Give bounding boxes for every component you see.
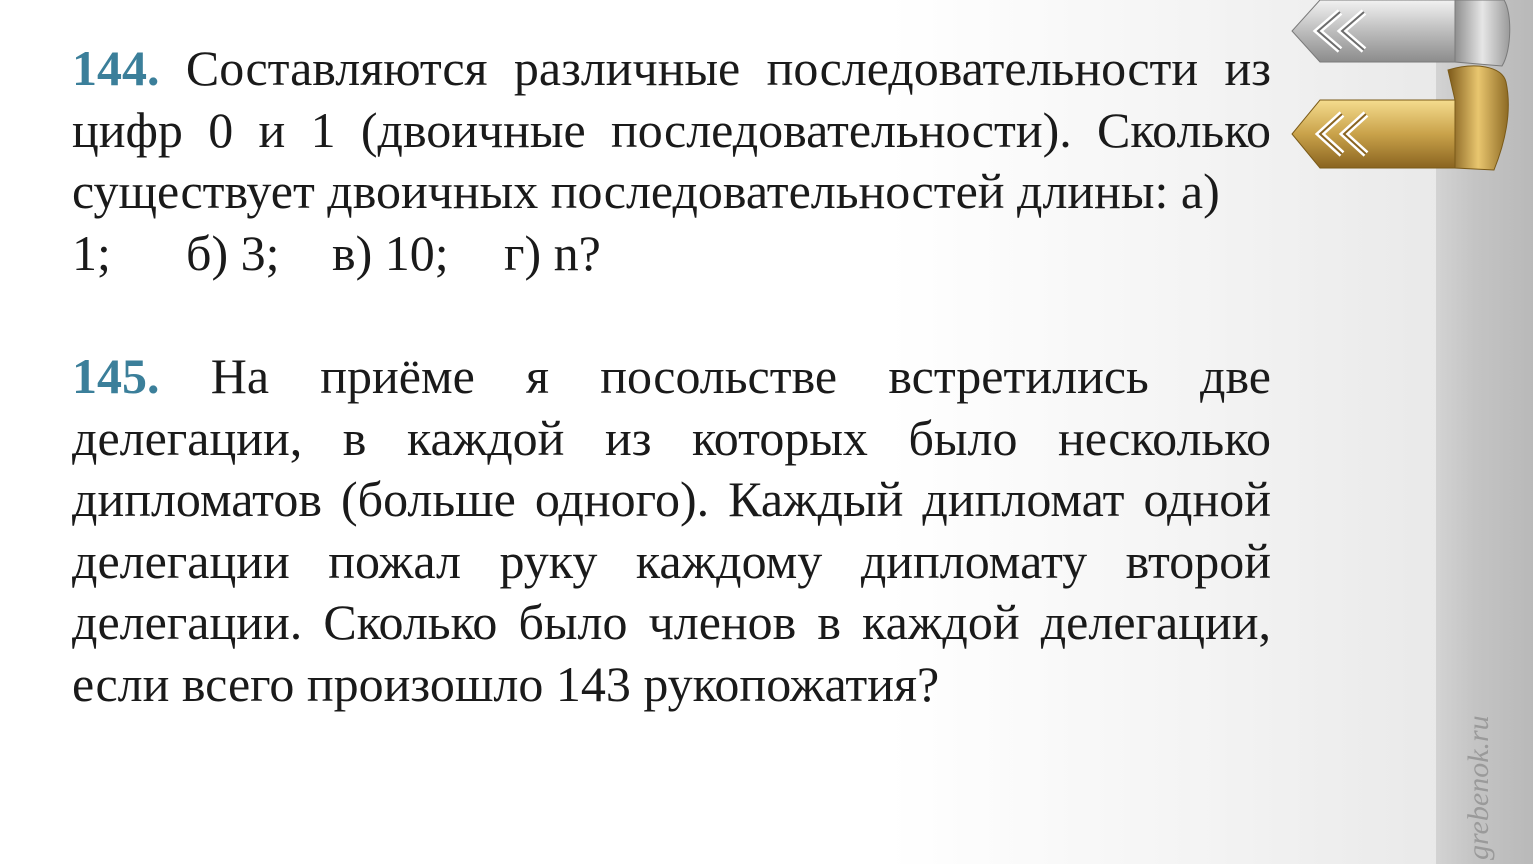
gold-ribbon-chevron-icon: [1292, 66, 1508, 170]
answer-option-c: в) 10;: [332, 224, 449, 281]
answer-option-d: г) n?: [504, 224, 601, 281]
problem-number: 144.: [72, 40, 160, 96]
ribbon-decoration: [1280, 0, 1533, 200]
problem-145: [72, 346, 1271, 715]
problem-144: [72, 38, 1271, 223]
problem-text: Составляются различные последовательности из цифр 0 и 1 (двоичные последовательности). Сколько существует двоичных последовательностей длины: а): [72, 40, 1272, 219]
watermark: grebenok.ru: [1462, 715, 1495, 860]
answer-options: [72, 223, 1271, 285]
problem-number: 145.: [72, 348, 160, 404]
silver-ribbon-chevron-icon: [1292, 0, 1510, 66]
problem-list: [72, 38, 1271, 715]
answer-option-b: б) 3;: [186, 224, 280, 281]
answer-option-a: 1;: [72, 224, 111, 281]
problem-text: На приёме я посольстве встретились две делегации, в каждой из которых было несколько дипломатов (больше одного). Каждый дипломат одной делегации пожал руку каждому дипломату второй делегации. Сколько было членов в каждой делегации, если всего произошло 143 рукопожатия?: [72, 348, 1271, 712]
